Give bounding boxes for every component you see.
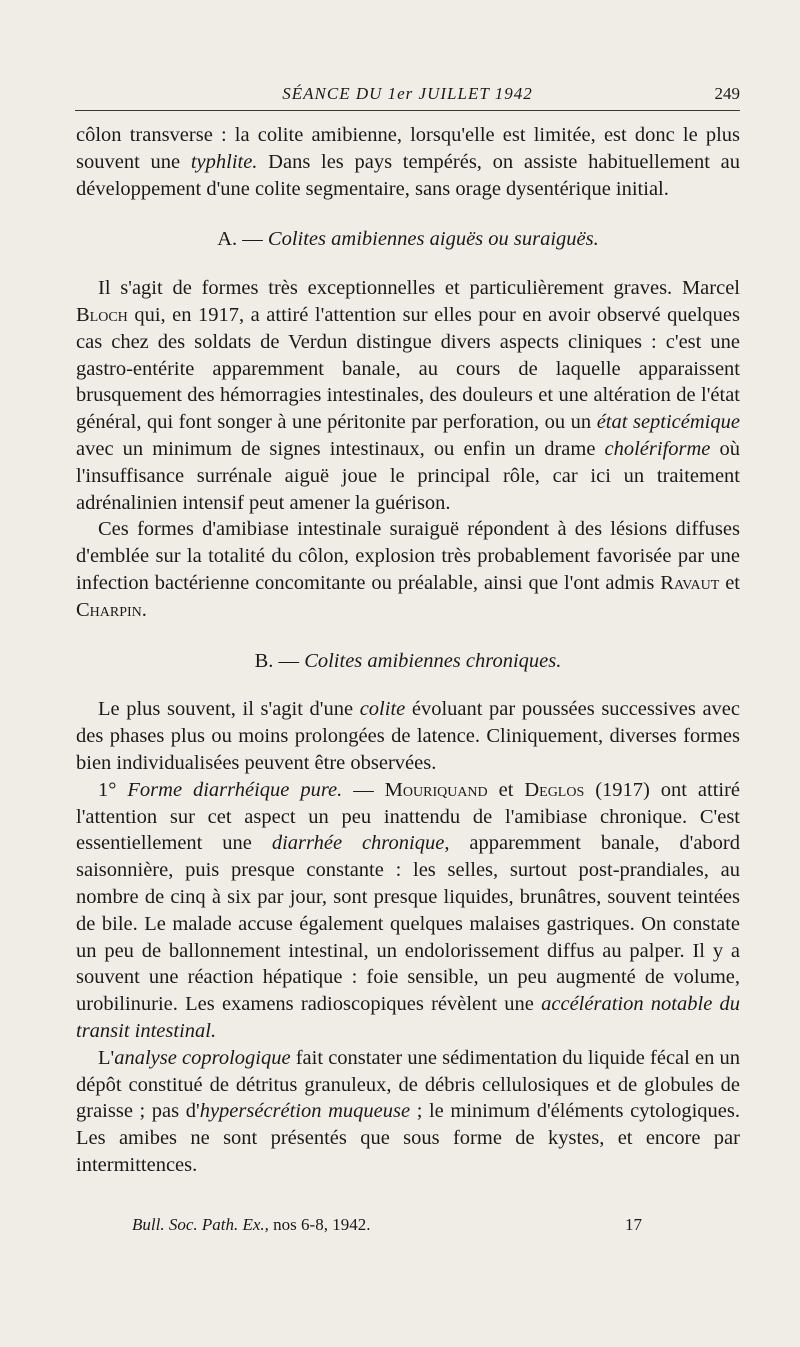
author-name: Mouriquand [384,778,488,801]
text-run: avec un minimum de signes intestinaux, ou enfin un drame [76,437,605,460]
header-title: SÉANCE DU 1er JUILLET 1942 [282,84,533,103]
text-run: ; le minimum d'éléments cytologiques. Les amibes ne sont présentés que sous forme de kystes, et encore par intermittences. [76,1100,740,1176]
text-run: côlon transverse : la colite amibienne, lorsqu'elle est limitée, est donc le plus souvent une [76,124,740,173]
italic-term: typhlite. [190,150,258,173]
section-heading-b [76,648,740,675]
signature-mark: 17 [625,1215,642,1234]
text-run: Ces formes d'amibiase intestinale suraiguë répondent à des lésions diffuses d'emblée sur la totalité du côlon, explosion très probablement favorisée par une infection bactérienne concomitante ou préalable, ainsi que l'ont admis [76,518,740,594]
author-name: Bloch [76,303,128,326]
paragraph-6 [76,1045,740,1179]
text-run: et [719,571,741,594]
italic-term: accélération notable du transit intestinal. [76,993,741,1042]
running-header [75,80,740,111]
author-name: Deglos [524,778,585,801]
paragraph-1 [76,122,740,202]
journal-citation [132,1215,370,1234]
page-number: 249 [714,84,740,103]
text-run: évoluant par poussées successives avec des phases plus ou moins prolongées de latence. Cliniquement, diverses formes bien individualisées peuvent être observées. [76,698,740,774]
text-run: L' [98,1046,115,1069]
text-run: Il s'agit de formes très exceptionnelles et particulièrement graves. Marcel [98,277,740,300]
text-run: — [342,778,385,801]
text-run: fait constater une sédimentation du liquide fécal en un dépôt constitué de détritus granuleux, de débris cellulosiques et de globules de graisse ; pas d' [76,1046,740,1123]
text-run: (1917) ont attiré l'attention sur cet aspect un peu inattendu de l'amibiase chronique. C'est essentiellement une [76,778,741,855]
italic-term: cholériforme [604,437,711,460]
journal-issue: nos 6-8, 1942. [268,1215,371,1234]
heading-title: Colites amibiennes chroniques. [304,649,562,672]
text-run: où l'insuffisance surrénale aiguë joue le principal rôle, car ici un traitement adrénalinien intensif peut amener la guérison. [76,437,740,514]
author-name: Ravaut [660,571,720,594]
italic-term: Forme diarrhéique pure. [127,778,343,801]
heading-label: A. — [217,228,268,251]
author-name: Charpin [76,598,142,621]
italic-term: état septicémique [596,411,740,434]
paragraph-3 [76,516,740,623]
paragraph-5 [76,777,740,1045]
page-footer [132,1215,642,1235]
text-run: Le plus souvent, il s'agit d'une [98,698,360,721]
journal-title: Bull. Soc. Path. Ex., [132,1215,269,1234]
italic-term: diarrhée chronique [271,832,445,855]
section-heading-a [76,226,740,253]
heading-label: B. — [254,649,305,672]
text-run: , apparemment banale, d'abord saisonnière, puis presque constante : les selles, surtout post-prandiales, au nombre de cinq à six par jour, sont presque liquides, brunâtres, souvent teintées de bile. Le malade accuse également quelques malaises gastriques. On constate un peu de ballonnement intestinal, un endolorissement diffus au palper. Il y a souvent une réaction hépatique : foie sensible, un peu augmenté de volume, urobilinurie. Les examens radioscopiques révèlent une [76,832,740,1016]
italic-term: hypersécrétion muqueuse [199,1100,411,1123]
paragraph-4 [76,696,740,776]
text-run: qui, en 1917, a attiré l'attention sur elles pour en avoir observé quelques cas chez des soldats de Verdun distingue divers aspects cliniques : c'est une gastro-entérite apparemment banale, au cours de laquelle apparaissent brusquement des hémorragies intestinales, des douleurs et une altération de l'état général, qui font songer à une péritonite par perforation, ou un [76,303,740,434]
list-number: 1° [98,778,128,801]
text-run: . [141,598,147,621]
body-text [76,122,740,1179]
heading-title: Colites amibiennes aiguës ou suraiguës. [267,228,599,251]
italic-term: analyse coprologique [114,1046,291,1069]
text-run: Dans les pays tempérés, on assiste habituellement au développement d'une colite segmentaire, sans orage dysentérique initial. [76,150,740,200]
text-run: et [487,778,525,801]
paragraph-2 [76,275,740,516]
italic-term: colite [359,698,406,721]
